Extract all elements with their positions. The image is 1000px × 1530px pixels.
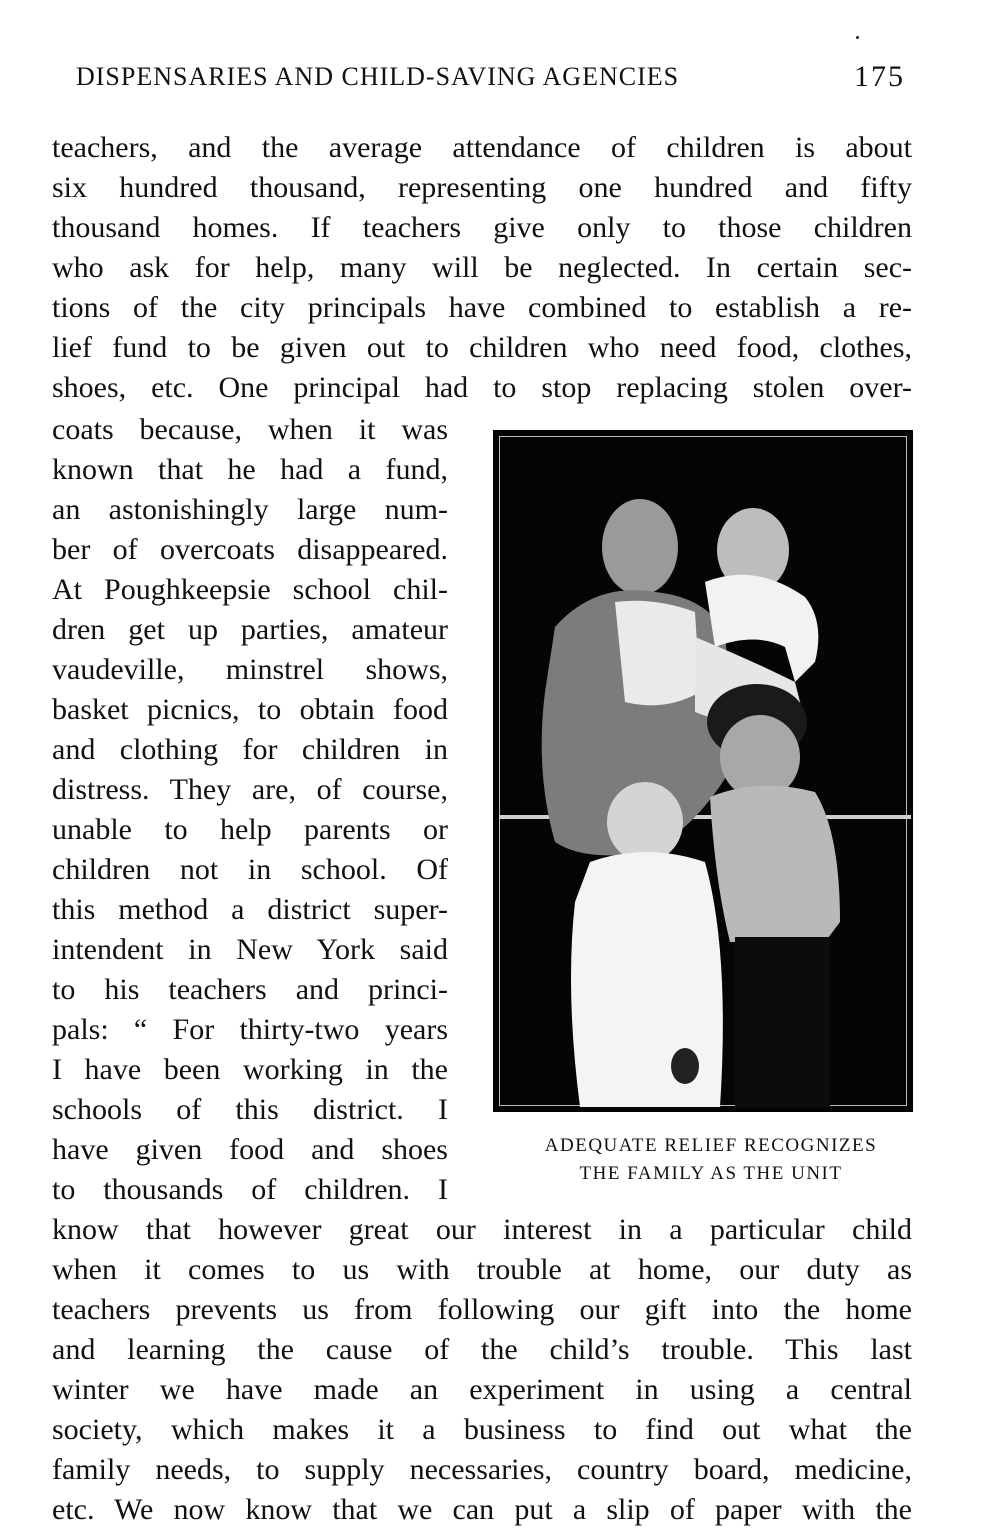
text-line: this method a district super- bbox=[52, 893, 448, 926]
text-line: to his teachers and princi- bbox=[52, 973, 448, 1006]
text-line: children not in school. Of bbox=[52, 853, 448, 886]
text-line: shoes, etc. One principal had to stop replacing stolen over- bbox=[52, 371, 912, 404]
family-photograph bbox=[493, 430, 913, 1112]
text-line: I have been working in the bbox=[52, 1053, 448, 1086]
text-line: six hundred thousand, representing one hundred and fifty bbox=[52, 171, 912, 204]
text-line: ber of overcoats disappeared. bbox=[52, 533, 448, 566]
text-line: pals: “ For thirty-two years bbox=[52, 1013, 448, 1046]
text-line: schools of this district. I bbox=[52, 1093, 448, 1126]
text-line: have given food and shoes bbox=[52, 1133, 448, 1166]
text-line: teachers prevents us from following our gift into the home bbox=[52, 1293, 912, 1326]
text-line: coats because, when it was bbox=[52, 413, 448, 446]
text-line: At Poughkeepsie school chil- bbox=[52, 573, 448, 606]
text-line: basket picnics, to obtain food bbox=[52, 693, 448, 726]
text-line: intendent in New York said bbox=[52, 933, 448, 966]
text-line: and clothing for children in bbox=[52, 733, 448, 766]
text-line: to thousands of children. I bbox=[52, 1173, 448, 1206]
page-number: 175 bbox=[854, 60, 905, 93]
text-line: who ask for help, many will be neglected. In certain sec- bbox=[52, 251, 912, 284]
caption-line: ADEQUATE RELIEF RECOGNIZES bbox=[544, 1135, 878, 1156]
text-line: family needs, to supply necessaries, country board, medicine, bbox=[52, 1453, 912, 1486]
running-head: DISPENSARIES AND CHILD-SAVING AGENCIES bbox=[76, 62, 680, 91]
text-line: distress. They are, of course, bbox=[52, 773, 448, 806]
speck-mark bbox=[856, 36, 859, 39]
text-line: unable to help parents or bbox=[52, 813, 448, 846]
caption-line: THE FAMILY AS THE UNIT bbox=[579, 1163, 843, 1184]
text-line: thousand homes. If teachers give only to those children bbox=[52, 211, 912, 244]
text-line: dren get up parties, amateur bbox=[52, 613, 448, 646]
figure-caption bbox=[493, 1132, 929, 1188]
text-line: known that he had a fund, bbox=[52, 453, 448, 486]
text-line: society, which makes it a business to find out what the bbox=[52, 1413, 912, 1446]
text-line: and learning the cause of the child’s trouble. This last bbox=[52, 1333, 912, 1366]
text-line: when it comes to us with trouble at home, our duty as bbox=[52, 1253, 912, 1286]
page-header bbox=[76, 62, 916, 102]
text-line: lief fund to be given out to children who need food, clothes, bbox=[52, 331, 912, 364]
text-line: vaudeville, minstrel shows, bbox=[52, 653, 448, 686]
text-line: know that however great our interest in a particular child bbox=[52, 1213, 912, 1246]
photo-silhouette-illustration bbox=[495, 432, 913, 1112]
text-line: an astonishingly large num- bbox=[52, 493, 448, 526]
text-line: tions of the city principals have combined to establish a re- bbox=[52, 291, 912, 324]
text-line: teachers, and the average attendance of children is about bbox=[52, 131, 912, 164]
text-line: etc. We now know that we can put a slip of paper with the bbox=[52, 1493, 912, 1526]
text-line: winter we have made an experiment in using a central bbox=[52, 1373, 912, 1406]
